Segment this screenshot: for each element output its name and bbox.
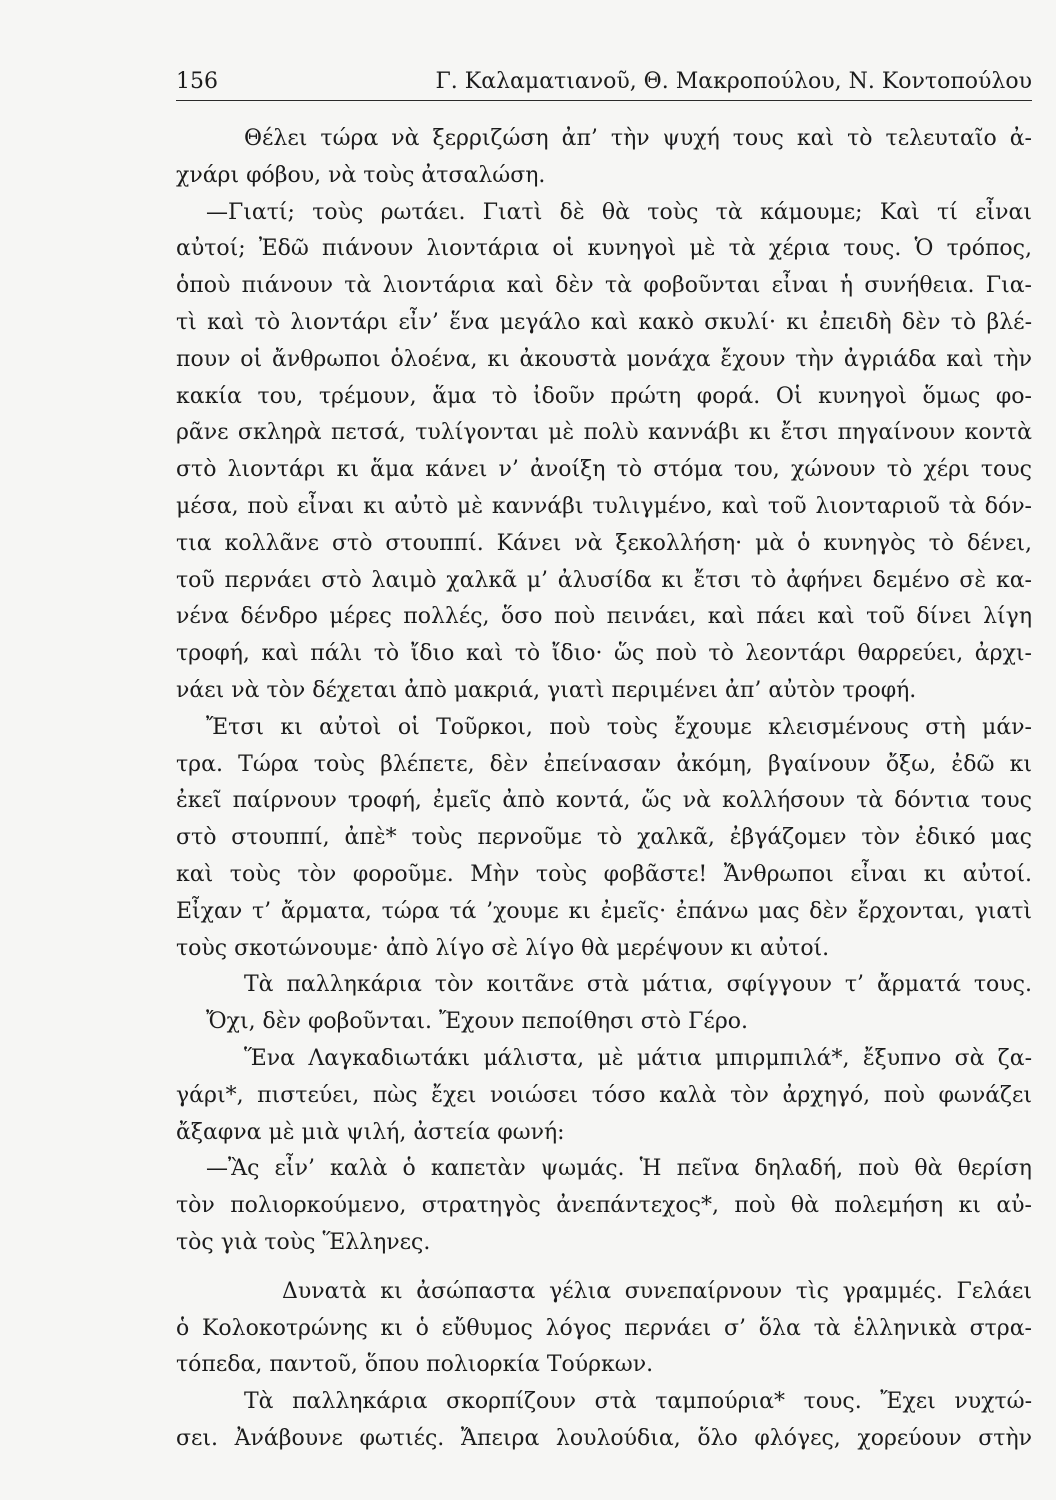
text-line: Τὰ παλληκάρια σκορπίζουν στὰ ταμπούρια* τους. Ἔχει νυχτώ- [244,1389,1032,1415]
text-line: ρᾶνε σκληρὰ πετσά, τυλίγονται μὲ πολὺ καννάβι κι ἔτσι πηγαίνουν κοντὰ [176,420,1032,446]
running-head: Γ. Καλαματιανοῦ, Θ. Μακροπούλου, Ν. Κοντοπούλου [435,69,1032,94]
text-line: χνάρι φόβου, νὰ τοὺς ἀτσαλώση. [176,162,546,188]
text-line: στὸ στουππί, ἀπὲ* τοὺς περνοῦμε τὸ χαλκᾶ, ἐβγάζομεν τὸν ἐδικό μας [176,825,1032,851]
text-line: τὶ καὶ τὸ λιοντάρι εἶν’ ἕνα μεγάλο καὶ κακὸ σκυλί· κι ἐπειδὴ δὲν τὸ βλέ- [176,309,1032,335]
text-line: νένα δένδρο μέρες πολλές, ὅσο ποὺ πεινάει, καὶ πάει καὶ τοῦ δίνει λίγη [176,604,1032,630]
text-line: τια κολλᾶνε στὸ στουππί. Κάνει νὰ ξεκολλήση· μὰ ὁ κυνηγὸς τὸ δένει, [176,530,1032,556]
text-line: Ἕνα Λαγκαδιωτάκι μάλιστα, μὲ μάτια μπιρμπιλά*, ἔξυπνο σὰ ζα- [244,1045,1032,1071]
text-line: τοῦ περνάει στὸ λαιμὸ χαλκᾶ μ’ ἀλυσίδα κι ἔτσι τὸ ἀφήνει δεμένο σὲ κα- [176,567,1032,593]
text-line: τρα. Τώρα τοὺς βλέπετε, δὲν ἐπείνασαν ἀκόμη, βγαίνουν ὄξω, ἐδῶ κι [176,751,1032,777]
section-gap [176,1262,1032,1274]
text-line: τροφή, καὶ πάλι τὸ ἴδιο καὶ τὸ ἴδιο· ὥς ποὺ τὸ λεοντάρι θαρρεύει, ἀρχι- [176,641,1032,667]
text-line: Δυνατὰ κι ἀσώπαστα γέλια συνεπαίρνουν τὶς γραμμές. Γελάει [282,1278,1032,1304]
text-line: αὐτοί; Ἐδῶ πιάνουν λιοντάρια οἱ κυνηγοὶ μὲ τὰ χέρια τους. Ὁ τρόπος, [176,236,1032,262]
text-line: μέσα, ποὺ εἶναι κι αὐτὸ μὲ καννάβι τυλιγμένο, καὶ τοῦ λιονταριοῦ τὰ δόν- [176,493,1032,519]
header-rule [176,100,1032,101]
text-line: νάει νὰ τὸν δέχεται ἀπὸ μακριά, γιατὶ περιμένει ἀπ’ αὐτὸν τροφή. [176,677,917,703]
text-line: —Ἂς εἶν’ καλὰ ὁ καπετὰν ψωμάς. Ἡ πεῖνα δηλαδή, ποὺ θὰ θερίση [206,1156,1032,1182]
text-line: γάρι*, πιστεύει, πὼς ἔχει νοιώσει τόσο καλὰ τὸν ἀρχηγό, ποὺ φωνάζει [176,1082,1032,1108]
text-line: τόπεδα, παντοῦ, ὅπου πολιορκία Τούρκων. [176,1352,654,1378]
text-line: καὶ τοὺς τὸν φοροῦμε. Μὴν τοὺς φοβᾶστε! Ἄνθρωποι εἶναι κι αὐτοί. [176,861,1032,887]
text-line: Ἔτσι κι αὐτοὶ οἱ Τοῦρκοι, ποὺ τοὺς ἔχουμε κλεισμένους στὴ μάν- [206,714,1032,740]
text-line: τὸς γιὰ τοὺς Ἕλληνες. [176,1229,431,1255]
page-number: 156 [176,69,218,94]
text-line: τοὺς σκοτώνουμε· ἀπὸ λίγο σὲ λίγο θὰ μερέψουν κι αὐτοί. [176,935,830,961]
text-line: Ὄχι, δὲν φοβοῦνται. Ἔχουν πεποίθησι στὸ Γέρο. [206,1009,748,1035]
text-line: Τὰ παλληκάρια τὸν κοιτᾶνε στὰ μάτια, σφίγγουν τ’ ἄρματά τους. [244,972,1032,998]
text-line: σει. Ἀνάβουνε φωτιές. Ἄπειρα λουλούδια, ὅλο φλόγες, χορεύουν στὴν [176,1425,1032,1451]
text-line: —Γιατί; τοὺς ρωτάει. Γιατὶ δὲ θὰ τοὺς τὰ κάμουμε; Καὶ τί εἶναι [206,199,1032,225]
text-line: ἐκεῖ παίρνουν τροφή, ἐμεῖς ἀπὸ κοντά, ὥς νὰ κολλήσουν τὰ δόντια τους [176,788,1032,814]
body-text [176,121,1032,1458]
text-line: τὸν πολιορκούμενο, στρατηγὸς ἀνεπάντεχος*, ποὺ θὰ πολεμήση κι αὐ- [176,1193,1032,1219]
text-line: ἄξαφνα μὲ μιὰ ψιλή, ἀστεία φωνή: [176,1119,565,1145]
page-header [176,62,1032,102]
text-line: πουν οἱ ἄνθρωποι ὁλοένα, κι ἀκουστὰ μονάχα ἔχουν τὴν ἀγριάδα καὶ τὴν [176,346,1032,372]
text-line: ὁ Κολοκοτρώνης κι ὁ εὔθυμος λόγος περνάει σ’ ὅλα τὰ ἑλληνικὰ στρα- [176,1315,1032,1341]
text-line: στὸ λιοντάρι κι ἅμα κάνει ν’ ἀνοίξη τὸ στόμα του, χώνουν τὸ χέρι τους [176,457,1032,483]
text-line: ὁποὺ πιάνουν τὰ λιοντάρια καὶ δὲν τὰ φοβοῦνται εἶναι ἡ συνήθεια. Για- [176,273,1032,299]
text-line: Εἶχαν τ’ ἄρματα, τώρα τά ’χουμε κι ἐμεῖς· ἐπάνω μας δὲν ἔρχονται, γιατὶ [176,898,1032,924]
text-line: κακία του, τρέμουν, ἅμα τὸ ἰδοῦν πρώτη φορά. Οἱ κυνηγοὶ ὅμως φο- [176,383,1032,409]
text-line: Θέλει τώρα νὰ ξερριζώση ἀπ’ τὴν ψυχή τους καὶ τὸ τελευταῖο ἀ- [244,126,1032,151]
